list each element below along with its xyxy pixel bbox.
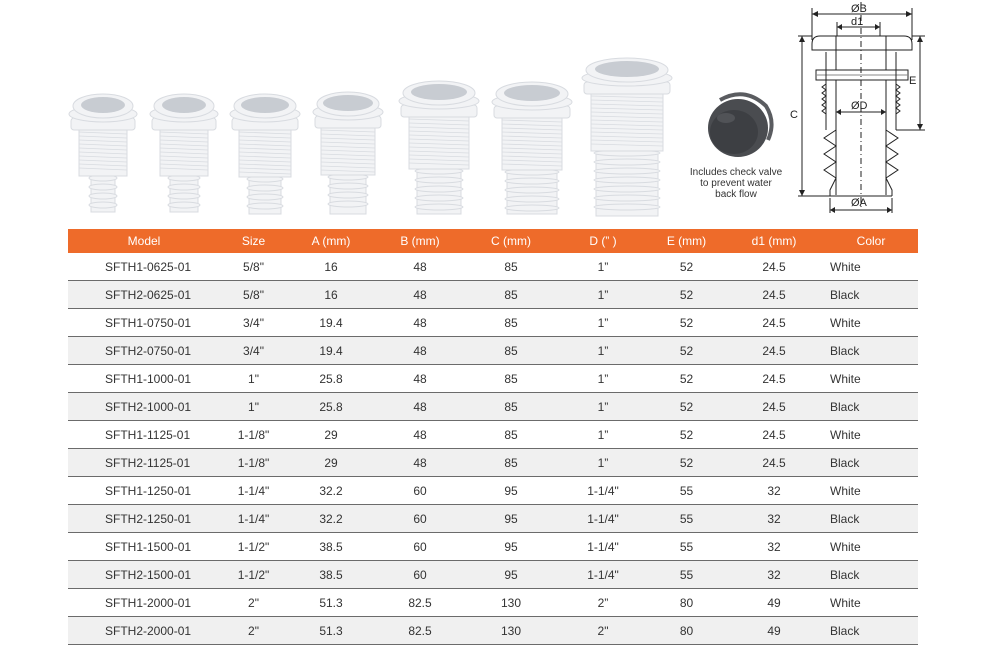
dim-label-e: E bbox=[909, 75, 917, 87]
table-row bbox=[68, 505, 918, 533]
cell-size: 1-1/2" bbox=[220, 533, 287, 561]
cell-d1: 32 bbox=[724, 561, 824, 589]
cell-d1: 24.5 bbox=[724, 337, 824, 365]
cell-b: 82.5 bbox=[375, 589, 465, 617]
cell-color: White bbox=[824, 589, 918, 617]
fitting-image bbox=[230, 94, 300, 214]
table-row bbox=[68, 281, 918, 309]
check-valve-image bbox=[700, 88, 780, 163]
cell-a: 51.3 bbox=[287, 617, 375, 645]
table-row bbox=[68, 309, 918, 337]
cell-c: 85 bbox=[465, 337, 557, 365]
cell-c: 85 bbox=[465, 281, 557, 309]
cell-e: 55 bbox=[649, 561, 724, 589]
fitting-image bbox=[582, 58, 672, 216]
cell-size: 5/8" bbox=[220, 253, 287, 281]
cell-c: 85 bbox=[465, 421, 557, 449]
cell-d: 1-1/4" bbox=[557, 477, 649, 505]
cell-d: 2” bbox=[557, 589, 649, 617]
cell-e: 80 bbox=[649, 617, 724, 645]
dim-label-d1: d1 bbox=[851, 16, 864, 28]
table-row bbox=[68, 421, 918, 449]
table-row bbox=[68, 477, 918, 505]
cell-a: 38.5 bbox=[287, 561, 375, 589]
cell-e: 52 bbox=[649, 337, 724, 365]
cell-a: 29 bbox=[287, 449, 375, 477]
cell-d1: 32 bbox=[724, 505, 824, 533]
cell-e: 52 bbox=[649, 449, 724, 477]
cell-e: 52 bbox=[649, 309, 724, 337]
cell-e: 55 bbox=[649, 533, 724, 561]
cell-size: 1-1/8" bbox=[220, 421, 287, 449]
cell-e: 55 bbox=[649, 505, 724, 533]
cell-d: 1” bbox=[557, 449, 649, 477]
cell-e: 80 bbox=[649, 589, 724, 617]
fitting-image bbox=[399, 81, 479, 214]
cell-d1: 24.5 bbox=[724, 365, 824, 393]
cell-color: Black bbox=[824, 393, 918, 421]
cell-model: SFTH2-0625-01 bbox=[68, 281, 220, 309]
cell-model: SFTH1-0750-01 bbox=[68, 309, 220, 337]
cell-b: 60 bbox=[375, 505, 465, 533]
cell-a: 16 bbox=[287, 253, 375, 281]
table-body bbox=[68, 253, 918, 645]
cell-d: 1” bbox=[557, 253, 649, 281]
cell-b: 60 bbox=[375, 477, 465, 505]
header-b: B (mm) bbox=[375, 229, 465, 253]
fitting-image bbox=[492, 82, 572, 214]
cell-color: Black bbox=[824, 337, 918, 365]
check-valve-note bbox=[678, 167, 794, 200]
cell-d: 1-1/4" bbox=[557, 533, 649, 561]
cell-b: 60 bbox=[375, 561, 465, 589]
cell-color: Black bbox=[824, 281, 918, 309]
fitting-image bbox=[150, 94, 218, 212]
header-d1: d1 (mm) bbox=[724, 229, 824, 253]
cell-model: SFTH1-1500-01 bbox=[68, 533, 220, 561]
cell-color: White bbox=[824, 253, 918, 281]
cell-a: 29 bbox=[287, 421, 375, 449]
header-color: Color bbox=[824, 229, 918, 253]
cell-d1: 24.5 bbox=[724, 253, 824, 281]
cell-b: 48 bbox=[375, 253, 465, 281]
cell-model: SFTH2-1250-01 bbox=[68, 505, 220, 533]
cell-c: 130 bbox=[465, 589, 557, 617]
cell-d1: 24.5 bbox=[724, 421, 824, 449]
cell-c: 95 bbox=[465, 533, 557, 561]
cell-d: 1” bbox=[557, 365, 649, 393]
cell-d: 1” bbox=[557, 309, 649, 337]
cell-d: 1” bbox=[557, 421, 649, 449]
fitting-image bbox=[69, 94, 137, 212]
cell-color: White bbox=[824, 477, 918, 505]
cell-d: 1-1/4" bbox=[557, 505, 649, 533]
cell-c: 85 bbox=[465, 449, 557, 477]
cell-d1: 24.5 bbox=[724, 393, 824, 421]
cell-size: 5/8" bbox=[220, 281, 287, 309]
cell-c: 95 bbox=[465, 505, 557, 533]
cell-model: SFTH1-0625-01 bbox=[68, 253, 220, 281]
note-line: Includes check valve bbox=[689, 167, 783, 178]
cell-c: 85 bbox=[465, 309, 557, 337]
spec-table bbox=[68, 229, 918, 645]
cell-color: Black bbox=[824, 449, 918, 477]
cell-d: 1” bbox=[557, 337, 649, 365]
cell-color: Black bbox=[824, 505, 918, 533]
cell-size: 1-1/2" bbox=[220, 561, 287, 589]
cell-e: 55 bbox=[649, 477, 724, 505]
cell-size: 2" bbox=[220, 617, 287, 645]
cell-a: 25.8 bbox=[287, 393, 375, 421]
table-row bbox=[68, 561, 918, 589]
cell-model: SFTH2-1125-01 bbox=[68, 449, 220, 477]
cell-b: 48 bbox=[375, 281, 465, 309]
fitting-image bbox=[313, 92, 383, 214]
cell-model: SFTH2-1000-01 bbox=[68, 393, 220, 421]
table-row bbox=[68, 589, 918, 617]
cell-b: 48 bbox=[375, 309, 465, 337]
cell-d: 2" bbox=[557, 617, 649, 645]
table-row bbox=[68, 337, 918, 365]
header-c: C (mm) bbox=[465, 229, 557, 253]
cell-model: SFTH2-0750-01 bbox=[68, 337, 220, 365]
cell-a: 19.4 bbox=[287, 309, 375, 337]
cell-b: 60 bbox=[375, 533, 465, 561]
cell-a: 16 bbox=[287, 281, 375, 309]
cell-model: SFTH1-2000-01 bbox=[68, 589, 220, 617]
table-header-row bbox=[68, 229, 918, 253]
cell-d1: 49 bbox=[724, 617, 824, 645]
header-size: Size bbox=[220, 229, 287, 253]
cell-color: Black bbox=[824, 617, 918, 645]
cell-c: 85 bbox=[465, 253, 557, 281]
cell-d1: 24.5 bbox=[724, 281, 824, 309]
header-e: E (mm) bbox=[649, 229, 724, 253]
cell-size: 1" bbox=[220, 365, 287, 393]
cell-b: 48 bbox=[375, 449, 465, 477]
cell-size: 3/4" bbox=[220, 309, 287, 337]
cell-color: White bbox=[824, 365, 918, 393]
cell-d1: 24.5 bbox=[724, 449, 824, 477]
cell-model: SFTH1-1250-01 bbox=[68, 477, 220, 505]
dim-label-a: ØA bbox=[851, 197, 867, 209]
cell-model: SFTH2-2000-01 bbox=[68, 617, 220, 645]
cell-size: 1" bbox=[220, 393, 287, 421]
fitting-product-images bbox=[0, 0, 680, 225]
cell-c: 95 bbox=[465, 477, 557, 505]
cell-d1: 49 bbox=[724, 589, 824, 617]
cell-size: 1-1/4" bbox=[220, 477, 287, 505]
dim-label-c: C bbox=[790, 109, 798, 121]
cell-c: 95 bbox=[465, 561, 557, 589]
cell-d1: 32 bbox=[724, 477, 824, 505]
cell-b: 48 bbox=[375, 421, 465, 449]
dimension-drawing bbox=[790, 0, 980, 215]
table-row bbox=[68, 253, 918, 281]
table-row bbox=[68, 533, 918, 561]
cell-c: 85 bbox=[465, 365, 557, 393]
cell-d: 1” bbox=[557, 393, 649, 421]
cell-b: 48 bbox=[375, 393, 465, 421]
cell-model: SFTH1-1000-01 bbox=[68, 365, 220, 393]
cell-a: 32.2 bbox=[287, 477, 375, 505]
cell-d: 1” bbox=[557, 281, 649, 309]
header-model: Model bbox=[68, 229, 220, 253]
cell-color: Black bbox=[824, 561, 918, 589]
cell-b: 48 bbox=[375, 337, 465, 365]
cell-d: 1-1/4" bbox=[557, 561, 649, 589]
cell-size: 1-1/8" bbox=[220, 449, 287, 477]
cell-e: 52 bbox=[649, 393, 724, 421]
cell-model: SFTH1-1125-01 bbox=[68, 421, 220, 449]
cell-d1: 32 bbox=[724, 533, 824, 561]
cell-model: SFTH2-1500-01 bbox=[68, 561, 220, 589]
header-d: D (” ) bbox=[557, 229, 649, 253]
table-row bbox=[68, 449, 918, 477]
dim-label-b: ØB bbox=[851, 3, 867, 15]
cell-b: 82.5 bbox=[375, 617, 465, 645]
cell-a: 32.2 bbox=[287, 505, 375, 533]
table-row bbox=[68, 365, 918, 393]
dim-label-d: ØD bbox=[851, 100, 868, 112]
cell-e: 52 bbox=[649, 281, 724, 309]
cell-size: 3/4" bbox=[220, 337, 287, 365]
cell-b: 48 bbox=[375, 365, 465, 393]
table-row bbox=[68, 617, 918, 645]
cell-size: 2" bbox=[220, 589, 287, 617]
cell-c: 130 bbox=[465, 617, 557, 645]
cell-a: 51.3 bbox=[287, 589, 375, 617]
cell-color: White bbox=[824, 421, 918, 449]
cell-c: 85 bbox=[465, 393, 557, 421]
cell-d1: 24.5 bbox=[724, 309, 824, 337]
cell-a: 19.4 bbox=[287, 337, 375, 365]
cell-color: White bbox=[824, 309, 918, 337]
cell-e: 52 bbox=[649, 253, 724, 281]
header-a: A (mm) bbox=[287, 229, 375, 253]
note-line: back flow bbox=[715, 189, 757, 200]
table-row bbox=[68, 393, 918, 421]
cell-a: 25.8 bbox=[287, 365, 375, 393]
cell-e: 52 bbox=[649, 365, 724, 393]
cell-a: 38.5 bbox=[287, 533, 375, 561]
note-line: to prevent water bbox=[700, 178, 772, 189]
cell-color: White bbox=[824, 533, 918, 561]
cell-size: 1-1/4" bbox=[220, 505, 287, 533]
cell-e: 52 bbox=[649, 421, 724, 449]
